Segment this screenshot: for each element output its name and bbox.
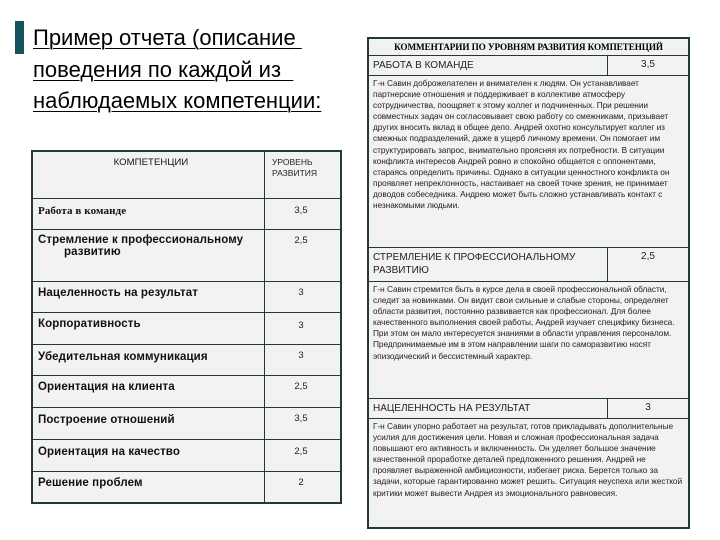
table-header-row <box>33 152 340 199</box>
table-row <box>33 199 340 230</box>
competency-name: Работа в команде <box>33 199 265 229</box>
header-competencies: КОМПЕТЕНЦИИ <box>33 152 265 198</box>
section-text: Г-н Савин упорно работает на результат, готов прикладывать дополнительные усилия для достижения цели. Новая и сложная профессиональная задача повышают его активность и включенность. Он уделяет большое значение качественной проработке деталей предложенного решения. Андрей не проявляет выраженной амбициозности, избегает риска. Берется только за задачи, которые гарантированно может решить. Ситуация неуспеха или жесткой критики может вывести Андрея из эмоционального равновесия. <box>373 421 683 498</box>
competency-value: 3 <box>298 320 304 331</box>
competency-name: Построение отношений <box>33 408 265 439</box>
competency-value: 3,5 <box>294 413 308 424</box>
table-row <box>33 230 340 282</box>
competency-value: 3 <box>298 350 304 361</box>
comments-panel <box>367 37 690 529</box>
section-title: СТРЕМЛЕНИЕ К ПРОФЕССИОНАЛЬНОМУ РАЗВИТИЮ <box>369 248 608 281</box>
section-text: Г-н Савин доброжелателен и внимателен к людям. Он устанавливает партнерские отношения и поддерживает в коллективе атмосферу сотрудничества, поощряет к этому коллег и подчиненных. При решении совместных задач он согласовывает свою работу со смежниками, призывает других вносить вклад в общее дело. Андрей охотно консультирует коллег из смежных подразделений, даже в ущерб личному времени. Он помогает им структурировать запрос, внимательно проясняя их потребности. В ситуации конфликта интересов Андрей ровно и спокойно общается с оппонентами, стараясь определить причины. Однако в ситуации ценностного конфликта он проявляет непреклонность, настаивает на своей точке зрения, не принимает доводов собеседника. Андрею может быть сложно устанавливать контакт с незнакомыми людьми. <box>369 76 688 248</box>
section-header <box>369 248 688 282</box>
section-text: Г-н Савин стремится быть в курсе дела в своей профессиональной области, следит за новинками. Он видит свои сильные и слабые стороны, определяет области развития, постоянно развивается как профессионал. Для более качественного выполнения своей работы, Андрей изучает специфику бизнеса. При этом он мало интересуется знаниями в области управления персоналом. Предпринимаемые им в этом направлении шаги по саморазвитию носят эпизодический и бессистемный характер. <box>369 282 688 399</box>
table-row <box>33 345 340 376</box>
title-accent-bar <box>15 21 24 54</box>
competency-value: 2 <box>298 477 304 488</box>
page-title: Пример отчета (описание поведения по каждой из наблюдаемых компетенции: <box>33 25 322 113</box>
table-row <box>33 472 340 502</box>
section-header <box>369 56 688 76</box>
section-title: РАБОТА В КОМАНДЕ <box>369 56 608 75</box>
competency-name: Ориентация на качество <box>33 440 265 471</box>
competency-value: 2,5 <box>294 446 308 457</box>
competency-name: Решение проблем <box>33 472 265 502</box>
competency-name: Убедительная коммуникация <box>33 345 265 375</box>
competency-name-line1: Стремление к профессиональному <box>38 234 244 246</box>
competency-name: Корпоративность <box>33 313 265 344</box>
section-value: 2,5 <box>641 251 655 262</box>
competency-value: 2,5 <box>294 381 308 392</box>
competency-value: 2,5 <box>294 235 308 246</box>
section-header <box>369 399 688 419</box>
table-row <box>33 313 340 345</box>
section-value: 3,5 <box>641 59 655 70</box>
competency-value: 3,5 <box>294 205 308 216</box>
table-row <box>33 440 340 472</box>
table-row <box>33 408 340 440</box>
competency-name <box>33 230 265 281</box>
table-row <box>33 376 340 408</box>
section-value: 3 <box>645 402 651 413</box>
table-row <box>33 282 340 313</box>
section-title: НАЦЕЛЕННОСТЬ НА РЕЗУЛЬТАТ <box>369 399 608 418</box>
competency-name: Ориентация на клиента <box>33 376 265 407</box>
competency-name-line2: развитию <box>64 246 121 258</box>
comments-header: КОММЕНТАРИИ ПО УРОВНЯМ РАЗВИТИЯ КОМПЕТЕНЦИЙ <box>369 39 688 56</box>
competency-value: 3 <box>298 287 304 298</box>
competency-name: Нацеленность на результат <box>33 282 265 312</box>
competency-table <box>31 150 342 504</box>
header-level: УРОВЕНЬ РАЗВИТИЯ <box>272 157 318 178</box>
